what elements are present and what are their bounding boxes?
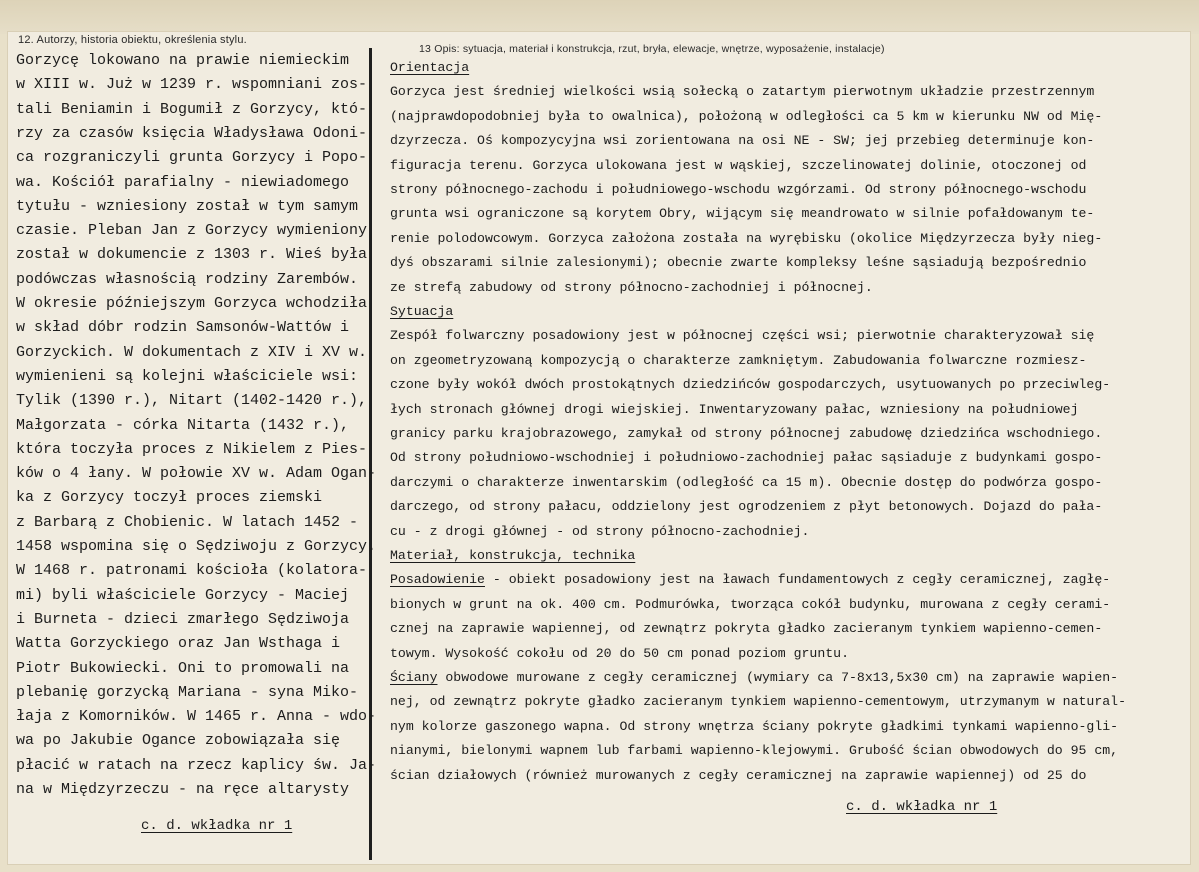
history-text-line: w XIII w. Już w 1239 r. wspomniani zos-: [16, 76, 368, 94]
history-text-line: został w dokumencie z 1303 r. Wieś była: [16, 246, 368, 264]
history-text-line: Małgorzata - córka Nitarta (1432 r.),: [16, 416, 350, 434]
description-text-line: Od strony południowo-wschodniej i południowo-zachodniej pałac sąsiaduje z budynkami gospo-: [390, 450, 1103, 466]
history-text-line: ka z Gorzycy toczył proces ziemski: [16, 489, 323, 507]
history-text-line: na w Międzyrzeczu - na ręce altarysty: [16, 781, 350, 798]
history-text-line: tytułu - wzniesiony został w tym samym: [16, 197, 359, 215]
description-text-line: Zespół folwarczny posadowiony jest w północnej części wsi; pierwotnie charakteryzował się: [390, 328, 1095, 344]
description-text-line: figuracja terenu. Gorzyca ulokowana jest w wąskiej, szczelinowatej dolinie, otoczonej od: [390, 157, 1087, 173]
description-text-line: grunta wsi ograniczone są korytem Obry, wijącym się meandrowato w silnie pofałdowanym te-: [390, 206, 1095, 222]
history-text-line: rzy za czasów księcia Władysława Odoni-: [16, 124, 368, 142]
history-text-line: tali Beniamin i Bogumił z Gorzycy, któ-: [16, 100, 368, 118]
description-text-line: on zgeometryzowaną kompozycją o charakterze zamkniętym. Zabudowania folwarczne rozmiesz-: [390, 352, 1087, 368]
scan-top-band: [0, 0, 1199, 34]
description-text-line: ze strefą zabudowy od strony północno-zachodniej i północnej.: [390, 279, 873, 295]
subsection-keyword: Ściany: [390, 670, 438, 685]
history-text-line: która toczyła proces z Nikielem z Pies-: [16, 440, 368, 458]
history-text-line: ków o 4 łany. W połowie XV w. Adam Ogan-: [16, 465, 377, 483]
description-text-line: nej, od zewnątrz pokryte gładko zacieranym tynkiem wapienno-cementowym, utrzymanym w natural-: [390, 694, 1126, 710]
history-text-line: płacić w ratach na rzecz kaplicy św. Ja-: [16, 756, 377, 774]
history-text-line: Gorzycę lokowano na prawie niemieckim: [16, 52, 350, 69]
section-heading: Materiał, konstrukcja, technika: [390, 548, 636, 563]
history-text-line: 1458 wspomina się o Sędziwoju z Gorzycy.: [16, 538, 377, 555]
description-text-line: dyś obszarami silnie zalesionymi); obecnie zwarte kompleksy leśne sąsiadują bezpośrednio: [390, 255, 1087, 271]
description-text-line: [390, 670, 1118, 685]
description-text-line: cznej na zaprawie wapiennej, od zewnątrz pokryta gładko zacieranym tynkiem wapienno-cemen-: [390, 621, 1103, 637]
subsection-text: obwodowe murowane z cegły ceramicznej (wymiary ca 7-8x13,5x30 cm) na zaprawie wapien-: [437, 670, 1119, 685]
description-text-line: cu - z drogi głównej - od strony północno-zachodniej.: [390, 523, 810, 539]
description-text-line: [390, 572, 1110, 587]
history-text-line: plebanię gorzycką Mariana - syna Miko-: [16, 683, 359, 701]
description-text-line: towym. Wysokość cokołu od 20 do 50 cm ponad poziom gruntu.: [390, 645, 849, 661]
history-text-line: z Barbarą z Chobienic. W latach 1452 -: [16, 513, 359, 531]
subsection-text: - obiekt posadowiony jest na ławach fundamentowych z cegły ceramicznej, zagłę-: [484, 572, 1111, 588]
history-text-line: wa po Jakubie Ogance zobowiązała się: [16, 732, 341, 750]
description-text-line: granicy parku krajobrazowego, zamykał od strony północnej zabudowę dziedzińca wschodniego.: [390, 426, 1103, 441]
history-text-line: Piotr Bukowiecki. Oni to promowali na: [16, 659, 350, 677]
description-text-line: nym kolorze gaszonego wapna. Od strony wnętrza ściany pokryte gładkimi tynkami wapienno-gli-: [390, 718, 1119, 734]
history-text-line: Gorzyckich. W dokumentach z XIV i XV w.: [16, 343, 368, 361]
history-text-line: łaja z Komorników. W 1465 r. Anna - wdo-: [16, 708, 377, 726]
right-section-header: 13 Opis: sytuacja, materiał i konstrukcja, rzut, bryła, elewacje, wnętrze, wyposażenie, instalacje): [419, 43, 885, 55]
description-text-line: strony północnego-zachodu i południowego-wschodu wzgórzami. Od strony północnego-wschodu: [390, 182, 1087, 197]
description-text-line: ścian działowych (również murowanych z cegły ceramicznej na zaprawie wapiennej) od 25 do: [390, 767, 1087, 783]
left-section-header: 12. Autorzy, historia obiektu, określenia stylu.: [18, 34, 247, 46]
section-heading: Orientacja: [390, 60, 470, 75]
history-text-line: i Burneta - dzieci zmarłego Sędziwoja: [16, 610, 350, 628]
description-text-line: nianymi, bielonymi wapnem lub farbami wapienno-klejowymi. Grubość ścian obwodowych do 95 cm,: [390, 743, 1119, 759]
description-text-line: bionych w grunt na ok. 400 cm. Podmurówka, tworząca cokół budynku, murowana z cegły cerami-: [390, 596, 1111, 612]
history-text-line: czasie. Pleban Jan z Gorzycy wymieniony: [16, 222, 368, 240]
section-heading: Sytuacja: [390, 304, 454, 319]
description-text-line: łych stronach głównej drogi wiejskiej. Inwentaryzowany pałac, wzniesiony na południowej: [390, 401, 1079, 417]
description-text-line: czone były wokół dwóch prostokątnych dziedzińców gospodarczych, usytuowanych po przeciwleg-: [390, 377, 1111, 393]
description-text-line: (najprawdopodobniej była to owalnica), położoną w odległości ca 5 km w kierunku NW od Mię-: [390, 108, 1103, 124]
left-footer-note: c. d. wkładka nr 1: [141, 818, 293, 834]
history-text-line: w skład dóbr rodzin Samsonów-Wattów i: [16, 319, 350, 337]
history-text-line: podówczas własnością rodziny Zarembów.: [16, 270, 359, 288]
description-text-line: dzyrzecza. Oś kompozycyjna wsi zorientowana na osi NE - SW; jej przebieg determinuje kon-: [390, 133, 1095, 149]
description-text-line: renie polodowcowym. Gorzyca założona została na wyrębisku (okolice Międzyrzecza były nieg-: [390, 230, 1103, 246]
description-text-line: darczymi o charakterze inwentarskim (odległość ca 15 m). Obecnie dostęp do podwórza gospo-: [390, 474, 1103, 490]
description-text-line: darczego, od strony pałacu, oddzielony jest ogrodzeniem z płyt betonowych. Dojazd do pała-: [390, 499, 1103, 515]
column-divider: [369, 48, 372, 860]
subsection-keyword: Posadowienie: [390, 572, 485, 588]
history-text-line: W 1468 r. patronami kościoła (kolatora-: [16, 562, 368, 580]
description-text-line: Gorzyca jest średniej wielkości wsią sołecką o zatartym pierwotnym układzie przestrzennym: [390, 84, 1095, 100]
history-text-line: wa. Kościół parafialny - niewiadomego: [16, 173, 350, 191]
history-text-line: mi) byli właściciele Gorzycy - Maciej: [16, 586, 350, 604]
right-footer-note: c. d. wkładka nr 1: [846, 799, 998, 815]
history-text-line: wymienieni są kolejni właściciele wsi:: [16, 367, 359, 385]
history-text-line: Tylik (1390 r.), Nitart (1402-1420 r.),: [16, 392, 368, 410]
history-text-line: Watta Gorzyckiego oraz Jan Wsthaga i: [16, 635, 341, 653]
history-text-line: ca rozgraniczyli grunta Gorzycy i Popo-: [16, 149, 368, 167]
history-text-line: W okresie późniejszym Gorzyca wchodziła: [16, 295, 368, 312]
